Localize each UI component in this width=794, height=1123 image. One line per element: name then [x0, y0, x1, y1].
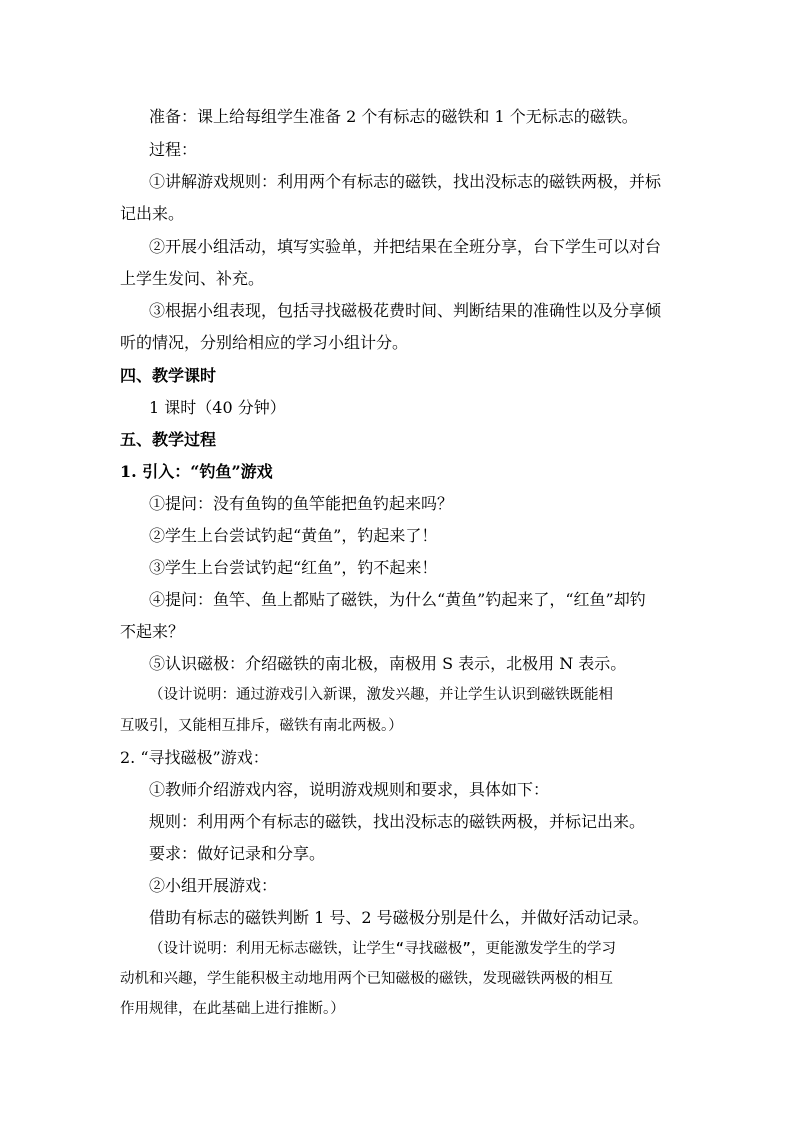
design-note-2-line-3: 作用规律，在此基础上进行推断。） — [120, 1001, 345, 1017]
intro-step-5: ⑤认识磁极：介绍磁铁的南北极，南极用 S 表示，北极用 N 表示。 — [149, 654, 627, 673]
subsection-1-heading: 1. 引入：“钓鱼”游戏 — [120, 462, 273, 481]
step-3-line-2: 听的情况，分别给相应的学习小组计分。 — [120, 333, 409, 352]
intro-step-3: ③学生上台尝试钓起“红鱼”，钓不起来！ — [149, 558, 438, 577]
game-requirements: 要求：做好记录和分享。 — [149, 844, 326, 863]
game-intro: ①教师介绍游戏内容，说明游戏规则和要求，具体如下： — [149, 780, 550, 799]
intro-step-2: ②学生上台尝试钓起“黄鱼”，钓起来了！ — [149, 526, 438, 545]
step-2-line-1: ②开展小组活动，填写实验单，并把结果在全班分享，台下学生可以对台 — [149, 237, 662, 256]
intro-step-4-line-1: ④提问：鱼竿、鱼上都贴了磁铁，为什么“黄鱼”钓起来了，“红鱼”却钓 — [149, 590, 646, 609]
process-label: 过程： — [149, 140, 198, 159]
intro-step-4-line-2: 不起来？ — [120, 622, 185, 641]
class-hours: 1 课时（40 分钟） — [149, 398, 286, 417]
prep-line: 准备：课上给每组学生准备 2 个有标志的磁铁和 1 个无标志的磁铁。 — [149, 107, 638, 126]
game-rules: 规则：利用两个有标志的磁铁，找出没标志的磁铁两极，并标记出来。 — [149, 812, 646, 831]
design-note-1-line-2: 互吸引，又能相互排斥，磁铁有南北两极。） — [120, 718, 403, 734]
group-game-detail: 借助有标志的磁铁判断 1 号、2 号磁极分别是什么，并做好活动记录。 — [149, 908, 649, 927]
step-1-line-2: 记出来。 — [120, 204, 185, 223]
group-game-step: ②小组开展游戏： — [149, 876, 278, 895]
step-2-line-2: 上学生发问、补充。 — [120, 269, 265, 288]
subsection-2-heading: 2. “寻找磁极”游戏： — [120, 748, 269, 767]
section-4-heading: 四、教学课时 — [120, 366, 217, 385]
design-note-2-line-2: 动机和兴趣，学生能积极主动地用两个已知磁极的磁铁，发现磁铁两极的相互 — [120, 971, 613, 987]
design-note-1-line-1: （设计说明：通过游戏引入新课，激发兴趣，并让学生认识到磁铁既能相 — [149, 687, 613, 703]
design-note-2-line-1: （设计说明：利用无标志磁铁，让学生“寻找磁极”，更能激发学生的学习 — [149, 941, 616, 957]
section-5-heading: 五、教学过程 — [120, 430, 217, 449]
step-3-line-1: ③根据小组表现，包括寻找磁极花费时间、判断结果的准确性以及分享倾 — [149, 301, 662, 320]
intro-step-1: ①提问：没有鱼钩的鱼竿能把鱼钓起来吗？ — [149, 494, 454, 513]
step-1-line-1: ①讲解游戏规则：利用两个有标志的磁铁，找出没标志的磁铁两极，并标 — [149, 172, 662, 191]
